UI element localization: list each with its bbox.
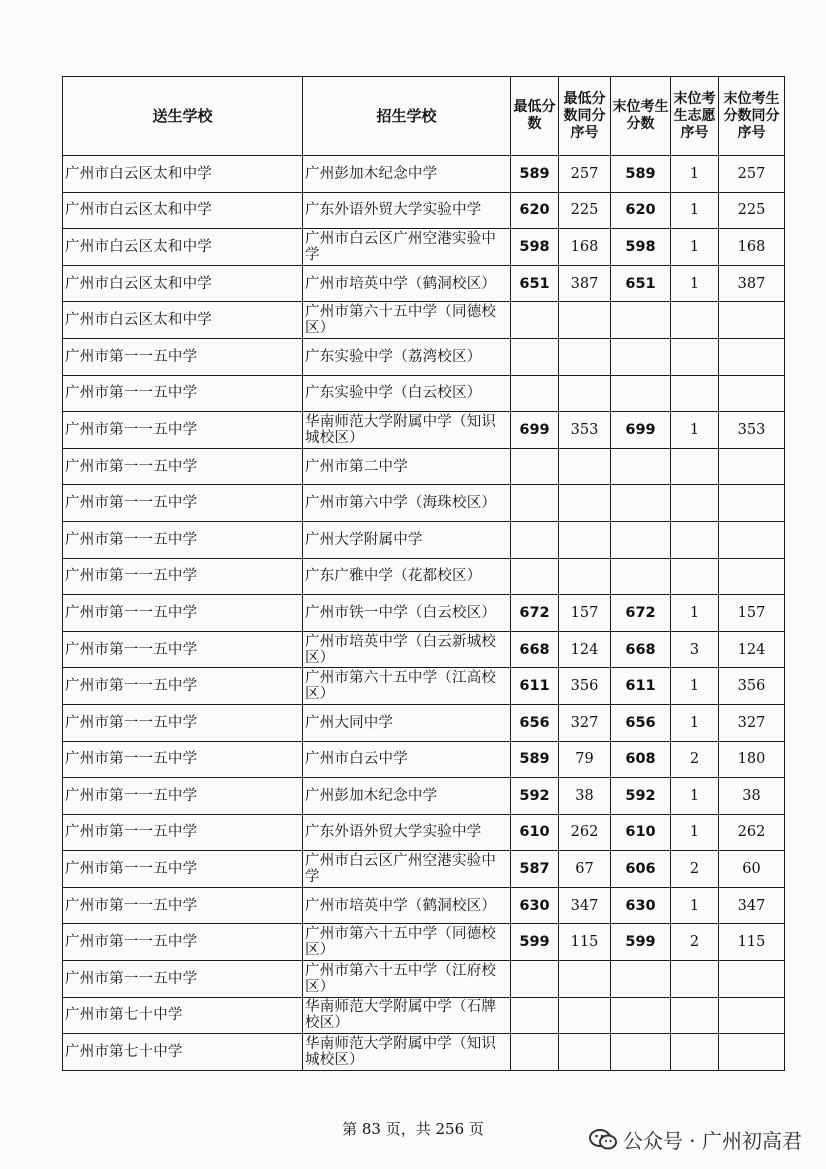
header-sender-school: 送生学校 (63, 77, 303, 156)
cell-last-score: 610 (611, 814, 671, 851)
cell-last-score: 672 (611, 595, 671, 632)
cell-min-score: 587 (511, 851, 559, 888)
cell-last-preference: 1 (671, 778, 719, 815)
cell-sender-school: 广州市白云区太和中学 (63, 156, 303, 193)
cell-sender-school: 广州市第一一五中学 (63, 668, 303, 705)
cell-last-preference (671, 961, 719, 998)
table-row (63, 1034, 785, 1071)
cell-last-score-rank: 353 (719, 412, 785, 449)
cell-min-score-rank (559, 521, 611, 558)
cell-last-score: 606 (611, 851, 671, 888)
cell-sender-school: 广州市第一一五中学 (63, 741, 303, 778)
cell-last-score: 589 (611, 156, 671, 193)
cell-min-score (511, 448, 559, 485)
table-row (63, 302, 785, 339)
cell-receiving-school: 广州市第六十五中学（同德校区） (303, 302, 511, 339)
cell-receiving-school: 华南师范大学附属中学（知识城校区） (303, 1034, 511, 1071)
cell-last-score-rank: 157 (719, 595, 785, 632)
cell-last-score (611, 997, 671, 1034)
cell-last-score-rank (719, 997, 785, 1034)
cell-min-score: 651 (511, 265, 559, 302)
header-row (63, 77, 785, 156)
cell-receiving-school: 广州市培英中学（鹤洞校区） (303, 265, 511, 302)
cell-last-score (611, 1034, 671, 1071)
cell-sender-school: 广州市第一一五中学 (63, 704, 303, 741)
cell-last-score-rank: 347 (719, 887, 785, 924)
table-row (63, 631, 785, 668)
cell-last-score-rank: 387 (719, 265, 785, 302)
cell-last-preference (671, 485, 719, 522)
cell-receiving-school: 广东外语外贸大学实验中学 (303, 192, 511, 229)
cell-sender-school: 广州市第一一五中学 (63, 631, 303, 668)
table-row (63, 448, 785, 485)
table-row (63, 704, 785, 741)
cell-last-score-rank: 38 (719, 778, 785, 815)
table-row (63, 887, 785, 924)
cell-min-score-rank (559, 1034, 611, 1071)
cell-min-score-rank: 157 (559, 595, 611, 632)
cell-last-score-rank (719, 1034, 785, 1071)
table-row (63, 778, 785, 815)
cell-min-score-rank (559, 448, 611, 485)
cell-min-score: 656 (511, 704, 559, 741)
cell-min-score: 589 (511, 741, 559, 778)
cell-sender-school: 广州市第一一五中学 (63, 814, 303, 851)
cell-last-score-rank: 262 (719, 814, 785, 851)
cell-last-score (611, 961, 671, 998)
cell-last-score (611, 338, 671, 375)
cell-min-score-rank (559, 558, 611, 595)
cell-min-score-rank: 327 (559, 704, 611, 741)
cell-last-preference (671, 521, 719, 558)
cell-min-score (511, 558, 559, 595)
table-row (63, 375, 785, 412)
cell-min-score (511, 302, 559, 339)
cell-min-score (511, 961, 559, 998)
cell-min-score: 599 (511, 924, 559, 961)
header-receiving-school: 招生学校 (303, 77, 511, 156)
cell-min-score-rank: 387 (559, 265, 611, 302)
cell-min-score-rank (559, 961, 611, 998)
cell-last-score: 651 (611, 265, 671, 302)
cell-min-score-rank: 38 (559, 778, 611, 815)
cell-receiving-school: 广东广雅中学（花都校区） (303, 558, 511, 595)
cell-last-score: 599 (611, 924, 671, 961)
cell-last-score-rank: 257 (719, 156, 785, 193)
cell-min-score: 611 (511, 668, 559, 705)
cell-sender-school: 广州市第一一五中学 (63, 448, 303, 485)
cell-last-preference: 3 (671, 631, 719, 668)
cell-min-score (511, 485, 559, 522)
cell-min-score: 592 (511, 778, 559, 815)
cell-last-preference: 2 (671, 851, 719, 888)
cell-min-score-rank: 225 (559, 192, 611, 229)
table-row (63, 229, 785, 266)
cell-min-score: 630 (511, 887, 559, 924)
cell-sender-school: 广州市白云区太和中学 (63, 229, 303, 266)
cell-min-score (511, 1034, 559, 1071)
cell-last-preference (671, 302, 719, 339)
cell-min-score (511, 375, 559, 412)
cell-sender-school: 广州市第七十中学 (63, 1034, 303, 1071)
cell-last-score-rank: 124 (719, 631, 785, 668)
cell-last-preference: 1 (671, 595, 719, 632)
table-row (63, 192, 785, 229)
cell-min-score-rank (559, 997, 611, 1034)
cell-last-score (611, 485, 671, 522)
header-last-score: 末位考生分数 (611, 77, 671, 156)
cell-receiving-school: 广州大学附属中学 (303, 521, 511, 558)
cell-last-score: 699 (611, 412, 671, 449)
table-header (63, 77, 785, 156)
cell-min-score-rank: 115 (559, 924, 611, 961)
cell-last-score-rank: 327 (719, 704, 785, 741)
cell-min-score-rank: 79 (559, 741, 611, 778)
cell-min-score: 589 (511, 156, 559, 193)
table-row (63, 595, 785, 632)
cell-last-preference (671, 1034, 719, 1071)
cell-sender-school: 广州市第一一五中学 (63, 595, 303, 632)
cell-last-preference: 1 (671, 412, 719, 449)
admissions-table (62, 76, 785, 1071)
cell-last-score-rank (719, 961, 785, 998)
cell-last-preference (671, 448, 719, 485)
cell-last-score-rank (719, 338, 785, 375)
cell-min-score-rank: 168 (559, 229, 611, 266)
cell-last-score-rank (719, 558, 785, 595)
cell-sender-school: 广州市白云区太和中学 (63, 265, 303, 302)
cell-last-score (611, 375, 671, 412)
table-row (63, 668, 785, 705)
cell-last-preference: 1 (671, 668, 719, 705)
table-row (63, 156, 785, 193)
cell-min-score-rank: 356 (559, 668, 611, 705)
cell-receiving-school: 广州彭加木纪念中学 (303, 156, 511, 193)
cell-sender-school: 广州市白云区太和中学 (63, 302, 303, 339)
cell-receiving-school: 广州彭加木纪念中学 (303, 778, 511, 815)
cell-min-score: 699 (511, 412, 559, 449)
watermark (589, 1125, 802, 1154)
cell-last-score (611, 302, 671, 339)
cell-last-preference: 2 (671, 741, 719, 778)
cell-sender-school: 广州市白云区太和中学 (63, 192, 303, 229)
cell-last-score: 668 (611, 631, 671, 668)
cell-last-score-rank: 180 (719, 741, 785, 778)
cell-receiving-school: 广州大同中学 (303, 704, 511, 741)
cell-min-score (511, 521, 559, 558)
table-row (63, 558, 785, 595)
cell-sender-school: 广州市第一一五中学 (63, 338, 303, 375)
cell-receiving-school: 华南师范大学附属中学（知识城校区） (303, 412, 511, 449)
table-row (63, 924, 785, 961)
cell-receiving-school: 华南师范大学附属中学（石牌校区） (303, 997, 511, 1034)
table-row (63, 338, 785, 375)
cell-receiving-school: 广州市培英中学（白云新城校区） (303, 631, 511, 668)
cell-last-preference: 2 (671, 924, 719, 961)
cell-min-score-rank (559, 302, 611, 339)
cell-min-score: 672 (511, 595, 559, 632)
cell-min-score-rank (559, 375, 611, 412)
cell-last-score-rank (719, 302, 785, 339)
cell-last-score: 620 (611, 192, 671, 229)
cell-sender-school: 广州市第一一五中学 (63, 778, 303, 815)
cell-last-score-rank: 115 (719, 924, 785, 961)
cell-last-score-rank (719, 375, 785, 412)
cell-min-score-rank: 67 (559, 851, 611, 888)
cell-sender-school: 广州市第一一五中学 (63, 924, 303, 961)
cell-sender-school: 广州市第一一五中学 (63, 485, 303, 522)
cell-min-score (511, 997, 559, 1034)
cell-receiving-school: 广东实验中学（白云校区） (303, 375, 511, 412)
cell-last-score (611, 448, 671, 485)
table-row (63, 521, 785, 558)
cell-last-score: 611 (611, 668, 671, 705)
cell-receiving-school: 广州市白云中学 (303, 741, 511, 778)
cell-last-preference: 1 (671, 704, 719, 741)
header-min-score: 最低分数 (511, 77, 559, 156)
cell-last-score-rank (719, 521, 785, 558)
cell-sender-school: 广州市第一一五中学 (63, 887, 303, 924)
table-body (63, 156, 785, 1071)
table-row (63, 814, 785, 851)
cell-last-score: 656 (611, 704, 671, 741)
cell-receiving-school: 广州市第二中学 (303, 448, 511, 485)
table-row (63, 851, 785, 888)
cell-min-score: 668 (511, 631, 559, 668)
cell-min-score: 610 (511, 814, 559, 851)
cell-receiving-school: 广州市培英中学（鹤洞校区） (303, 887, 511, 924)
cell-receiving-school: 广州市白云区广州空港实验中学 (303, 229, 511, 266)
wechat-official-account-icon (589, 1128, 617, 1152)
cell-sender-school: 广州市第一一五中学 (63, 521, 303, 558)
cell-last-preference (671, 375, 719, 412)
cell-last-score-rank (719, 448, 785, 485)
cell-sender-school: 广州市第一一五中学 (63, 558, 303, 595)
cell-last-score-rank: 356 (719, 668, 785, 705)
cell-min-score-rank (559, 485, 611, 522)
cell-last-preference: 1 (671, 265, 719, 302)
cell-receiving-school: 广州市铁一中学（白云校区） (303, 595, 511, 632)
table-row (63, 741, 785, 778)
cell-last-score-rank: 60 (719, 851, 785, 888)
cell-last-score: 598 (611, 229, 671, 266)
cell-sender-school: 广州市第一一五中学 (63, 375, 303, 412)
cell-last-score-rank: 168 (719, 229, 785, 266)
cell-last-preference: 1 (671, 229, 719, 266)
cell-min-score-rank: 353 (559, 412, 611, 449)
cell-receiving-school: 广州市第六十五中学（江府校区） (303, 961, 511, 998)
cell-last-preference (671, 997, 719, 1034)
cell-min-score (511, 338, 559, 375)
cell-min-score-rank (559, 338, 611, 375)
cell-last-score: 608 (611, 741, 671, 778)
cell-receiving-school: 广州市第六十五中学（江高校区） (303, 668, 511, 705)
cell-receiving-school: 广州市第六中学（海珠校区） (303, 485, 511, 522)
cell-last-score (611, 521, 671, 558)
table-row (63, 961, 785, 998)
cell-min-score-rank: 124 (559, 631, 611, 668)
page-number-label: 第 83 页，共 256 页 (342, 1120, 484, 1138)
header-last-score-rank: 末位考生分数同分序号 (719, 77, 785, 156)
cell-min-score: 620 (511, 192, 559, 229)
cell-receiving-school: 广州市第六十五中学（同德校区） (303, 924, 511, 961)
header-last-preference: 末位考生志愿序号 (671, 77, 719, 156)
cell-last-score: 630 (611, 887, 671, 924)
cell-last-preference (671, 338, 719, 375)
cell-min-score-rank: 257 (559, 156, 611, 193)
cell-last-preference: 1 (671, 192, 719, 229)
watermark-text: 公众号 · 广州初高君 (622, 1129, 802, 1153)
cell-receiving-school: 广东外语外贸大学实验中学 (303, 814, 511, 851)
cell-min-score: 598 (511, 229, 559, 266)
cell-min-score-rank: 347 (559, 887, 611, 924)
cell-last-preference: 1 (671, 887, 719, 924)
table-row (63, 485, 785, 522)
cell-last-score-rank (719, 485, 785, 522)
cell-last-score (611, 558, 671, 595)
cell-receiving-school: 广州市白云区广州空港实验中学 (303, 851, 511, 888)
cell-sender-school: 广州市第一一五中学 (63, 412, 303, 449)
cell-last-score: 592 (611, 778, 671, 815)
cell-last-score-rank: 225 (719, 192, 785, 229)
header-min-score-rank: 最低分数同分序号 (559, 77, 611, 156)
cell-min-score-rank: 262 (559, 814, 611, 851)
cell-sender-school: 广州市第一一五中学 (63, 961, 303, 998)
table-row (63, 412, 785, 449)
cell-last-preference: 1 (671, 814, 719, 851)
cell-last-preference: 1 (671, 156, 719, 193)
cell-last-preference (671, 558, 719, 595)
cell-sender-school: 广州市第一一五中学 (63, 851, 303, 888)
table-row (63, 997, 785, 1034)
cell-sender-school: 广州市第七十中学 (63, 997, 303, 1034)
cell-receiving-school: 广东实验中学（荔湾校区） (303, 338, 511, 375)
table-row (63, 265, 785, 302)
